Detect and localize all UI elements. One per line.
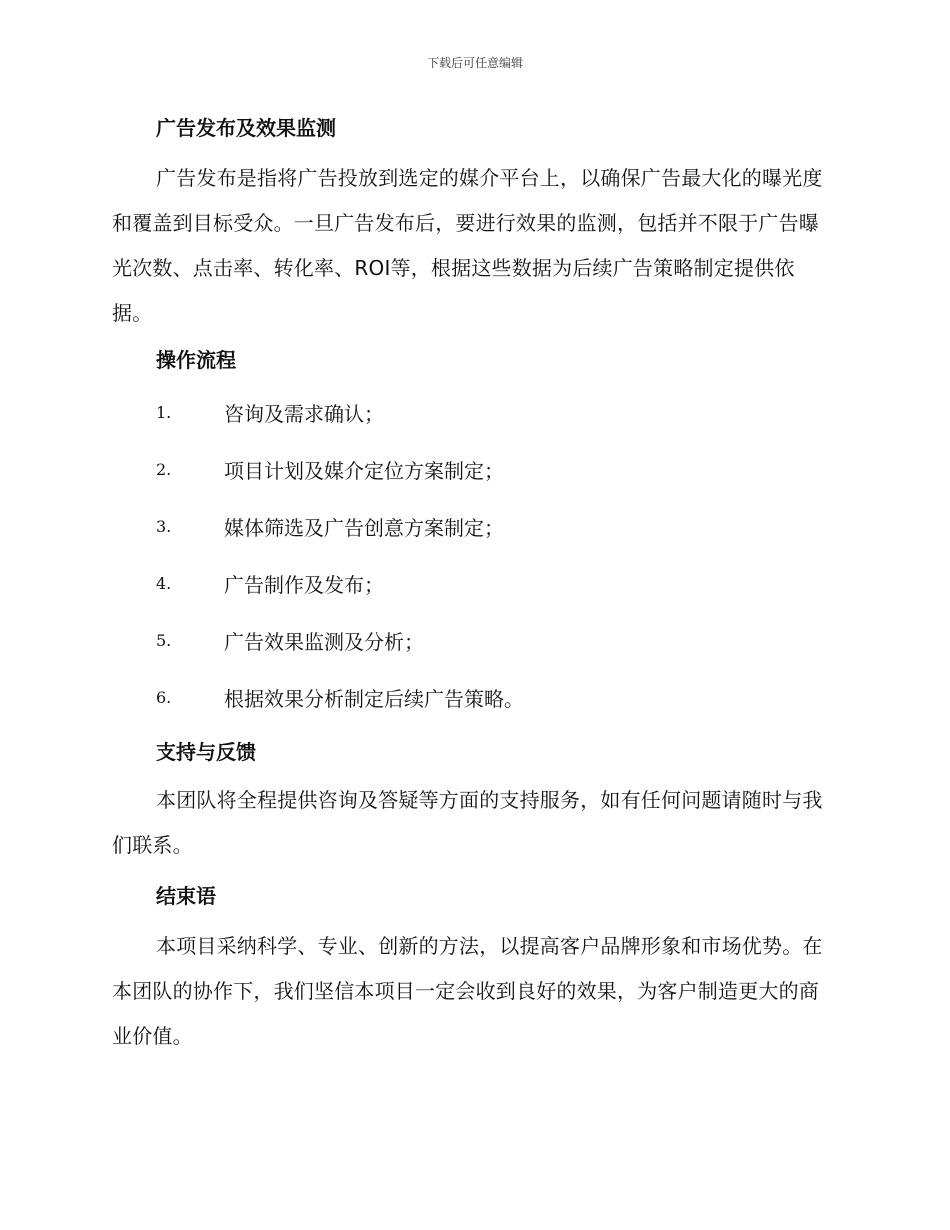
section-heading-publish: 广告发布及效果监测 xyxy=(156,116,336,140)
section-heading-process: 操作流程 xyxy=(156,348,236,372)
list-item-text: 广告效果监测及分析； xyxy=(224,630,424,654)
document-content xyxy=(112,112,832,1059)
list-item-number: 1. xyxy=(156,403,172,422)
section-heading-support: 支持与反馈 xyxy=(156,740,256,764)
section-body-support: 本团队将全程提供咨询及答疑等方面的支持服务，如有任何问题请随时与我们联系。 xyxy=(112,788,823,857)
section-body-publish: 广告发布是指将广告投放到选定的媒介平台上，以确保广告最大化的曝光度和覆盖到目标受众。一旦广告发布后，要进行效果的监测，包括并不限于广告曝光次数、点击率、转化率、ROI等，根据这些数据为后续广告策略制定提供依据。 xyxy=(112,166,823,325)
list-item xyxy=(112,669,832,726)
list-item-text: 项目计划及媒介定位方案制定； xyxy=(224,459,504,483)
list-item xyxy=(112,555,832,612)
list-item-text: 媒体筛选及广告创意方案制定； xyxy=(224,516,504,540)
list-item xyxy=(112,612,832,669)
header-note: 下载后可任意编辑 xyxy=(426,56,523,70)
list-item-number: 6. xyxy=(156,688,172,707)
section-body-closing: 本项目采纳科学、专业、创新的方法，以提高客户品牌形象和市场优势。在本团队的协作下，我们坚信本项目一定会收到良好的效果，为客户制造更大的商业价值。 xyxy=(112,934,823,1048)
list-item xyxy=(112,384,832,441)
list-item-text: 广告制作及发布； xyxy=(224,573,384,597)
list-item-text: 根据效果分析制定后续广告策略。 xyxy=(224,687,524,711)
section-heading-closing: 结束语 xyxy=(156,884,216,908)
list-item-number: 3. xyxy=(156,517,172,536)
process-steps-list xyxy=(112,384,832,726)
list-item-number: 4. xyxy=(156,574,172,593)
list-item xyxy=(112,498,832,555)
list-item-number: 5. xyxy=(156,631,172,650)
list-item-text: 咨询及需求确认； xyxy=(224,402,384,426)
list-item xyxy=(112,441,832,498)
list-item-number: 2. xyxy=(156,460,172,479)
